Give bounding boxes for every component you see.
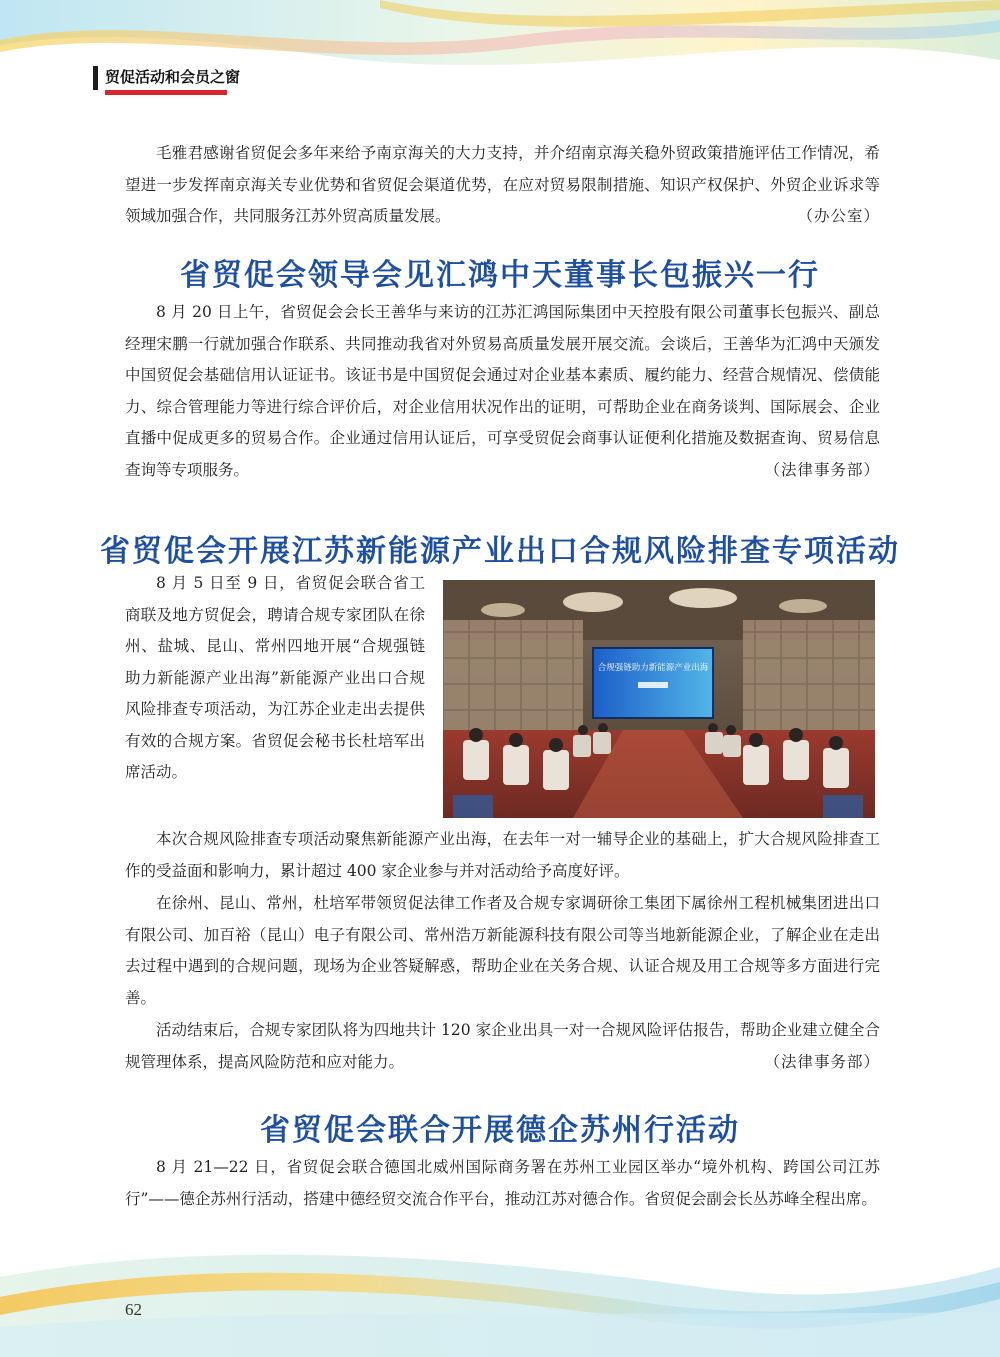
event-photo (443, 580, 875, 818)
top-wave-decoration (0, 0, 1000, 130)
intro-paragraph (125, 138, 880, 233)
article2-credit: （法律事务部） (764, 1052, 880, 1071)
article2-paragraph-2: 本次合规风险排查专项活动聚焦新能源产业出海，在去年一对一辅导企业的基础上，扩大合规风险排查工作的受益面和影响力，累计超过 400 家企业参与并对活动给予高度好评。 (125, 830, 880, 880)
article1-text: 8 月 20 日上午，省贸促会会长王善华与来访的江苏汇鸿国际集团中天控股有限公司董事长包振兴、副总经理宋鹏一行就加强合作联系、共同推动我省对外贸易高质量发展开展交流。会谈后，王善华为汇鸿中天颁发中国贸促会基础信用认证证书。该证书是中国贸促会通过对企业基本素质、履约能力、经营合规情况、偿债能力、综合管理能力等进行综合评价后，对企业信用状况作出的证明，可帮助企业在商务谈判、国际展会、企业直播中促成更多的贸易合作。企业通过信用认证后，可享受贸促会商事认证便利化措施及数据查询、贸易信息查询等专项服务。 (125, 303, 880, 479)
article2-paragraph-3: 在徐州、昆山、常州，杜培军带领贸促法律工作者及合规专家调研徐工集团下属徐州工程机械集团进出口有限公司、加百裕（昆山）电子有限公司、常州浩万新能源科技有限公司等当地新能源企业，了解企业在走出去过程中遇到的合规问题，现场为企业答疑解惑，帮助企业在关务合规、认证合规及用工合规等多方面进行完善。 (125, 894, 880, 1007)
article2-p4-text: 活动结束后，合规专家团队将为四地共计 120 家企业出具一对一合规风险评估报告，帮助企业建立健全合规管理体系，提高风险防范和应对能力。 (125, 1021, 880, 1071)
bottom-wave-decoration (0, 1217, 1000, 1357)
article2-title: 省贸促会开展江苏新能源产业出口合规风险排查专项活动 (100, 534, 900, 569)
header-bar (93, 66, 98, 90)
intro-text: 毛雅君感谢省贸促会多年来给予南京海关的大力支持，并介绍南京海关稳外贸政策措施评估工作情况，希望进一步发挥南京海关专业优势和省贸促会渠道优势，在应对贸易限制措施、知识产权保护、外贸企业诉求等领域加强合作，共同服务江苏外贸高质量发展。 (125, 144, 880, 225)
intro-credit: （办公室） (797, 207, 880, 225)
article3-title: 省贸促会联合开展德企苏州行活动 (260, 1113, 740, 1148)
article1-paragraph (125, 297, 880, 486)
photo-screen-text: 合规强链助力新能源产业出海 (597, 663, 709, 673)
header-underline (105, 90, 227, 95)
article3-paragraph: 8 月 21—22 日，省贸促会联合德国北威州国际商务署在苏州工业园区举办“境外机构、跨国公司江苏行”——德企苏州行活动，搭建中德经贸交流合作平台，推动江苏对德合作。省贸促会副会长丛苏峰全程出席。 (125, 1158, 880, 1208)
section-label: 贸促活动和会员之窗 (105, 68, 241, 86)
article1-title: 省贸促会领导会见汇鸿中天董事长包振兴一行 (180, 258, 820, 293)
article1-credit: （法律事务部） (764, 460, 880, 479)
article2-paragraph-4 (125, 1015, 880, 1078)
article2-side-paragraph: 8 月 5 日至 9 日，省贸促会联合省工商联及地方贸促会，聘请合规专家团队在徐州、盐城、昆山、常州四地开展“合规强链助力新能源产业出海”新能源产业出口合规风险排查专项活动，为江苏企业走出去提供有效的合规方案。省贸促会秘书长杜培军出席活动。 (125, 574, 425, 781)
page-number: 62 (125, 1300, 142, 1319)
